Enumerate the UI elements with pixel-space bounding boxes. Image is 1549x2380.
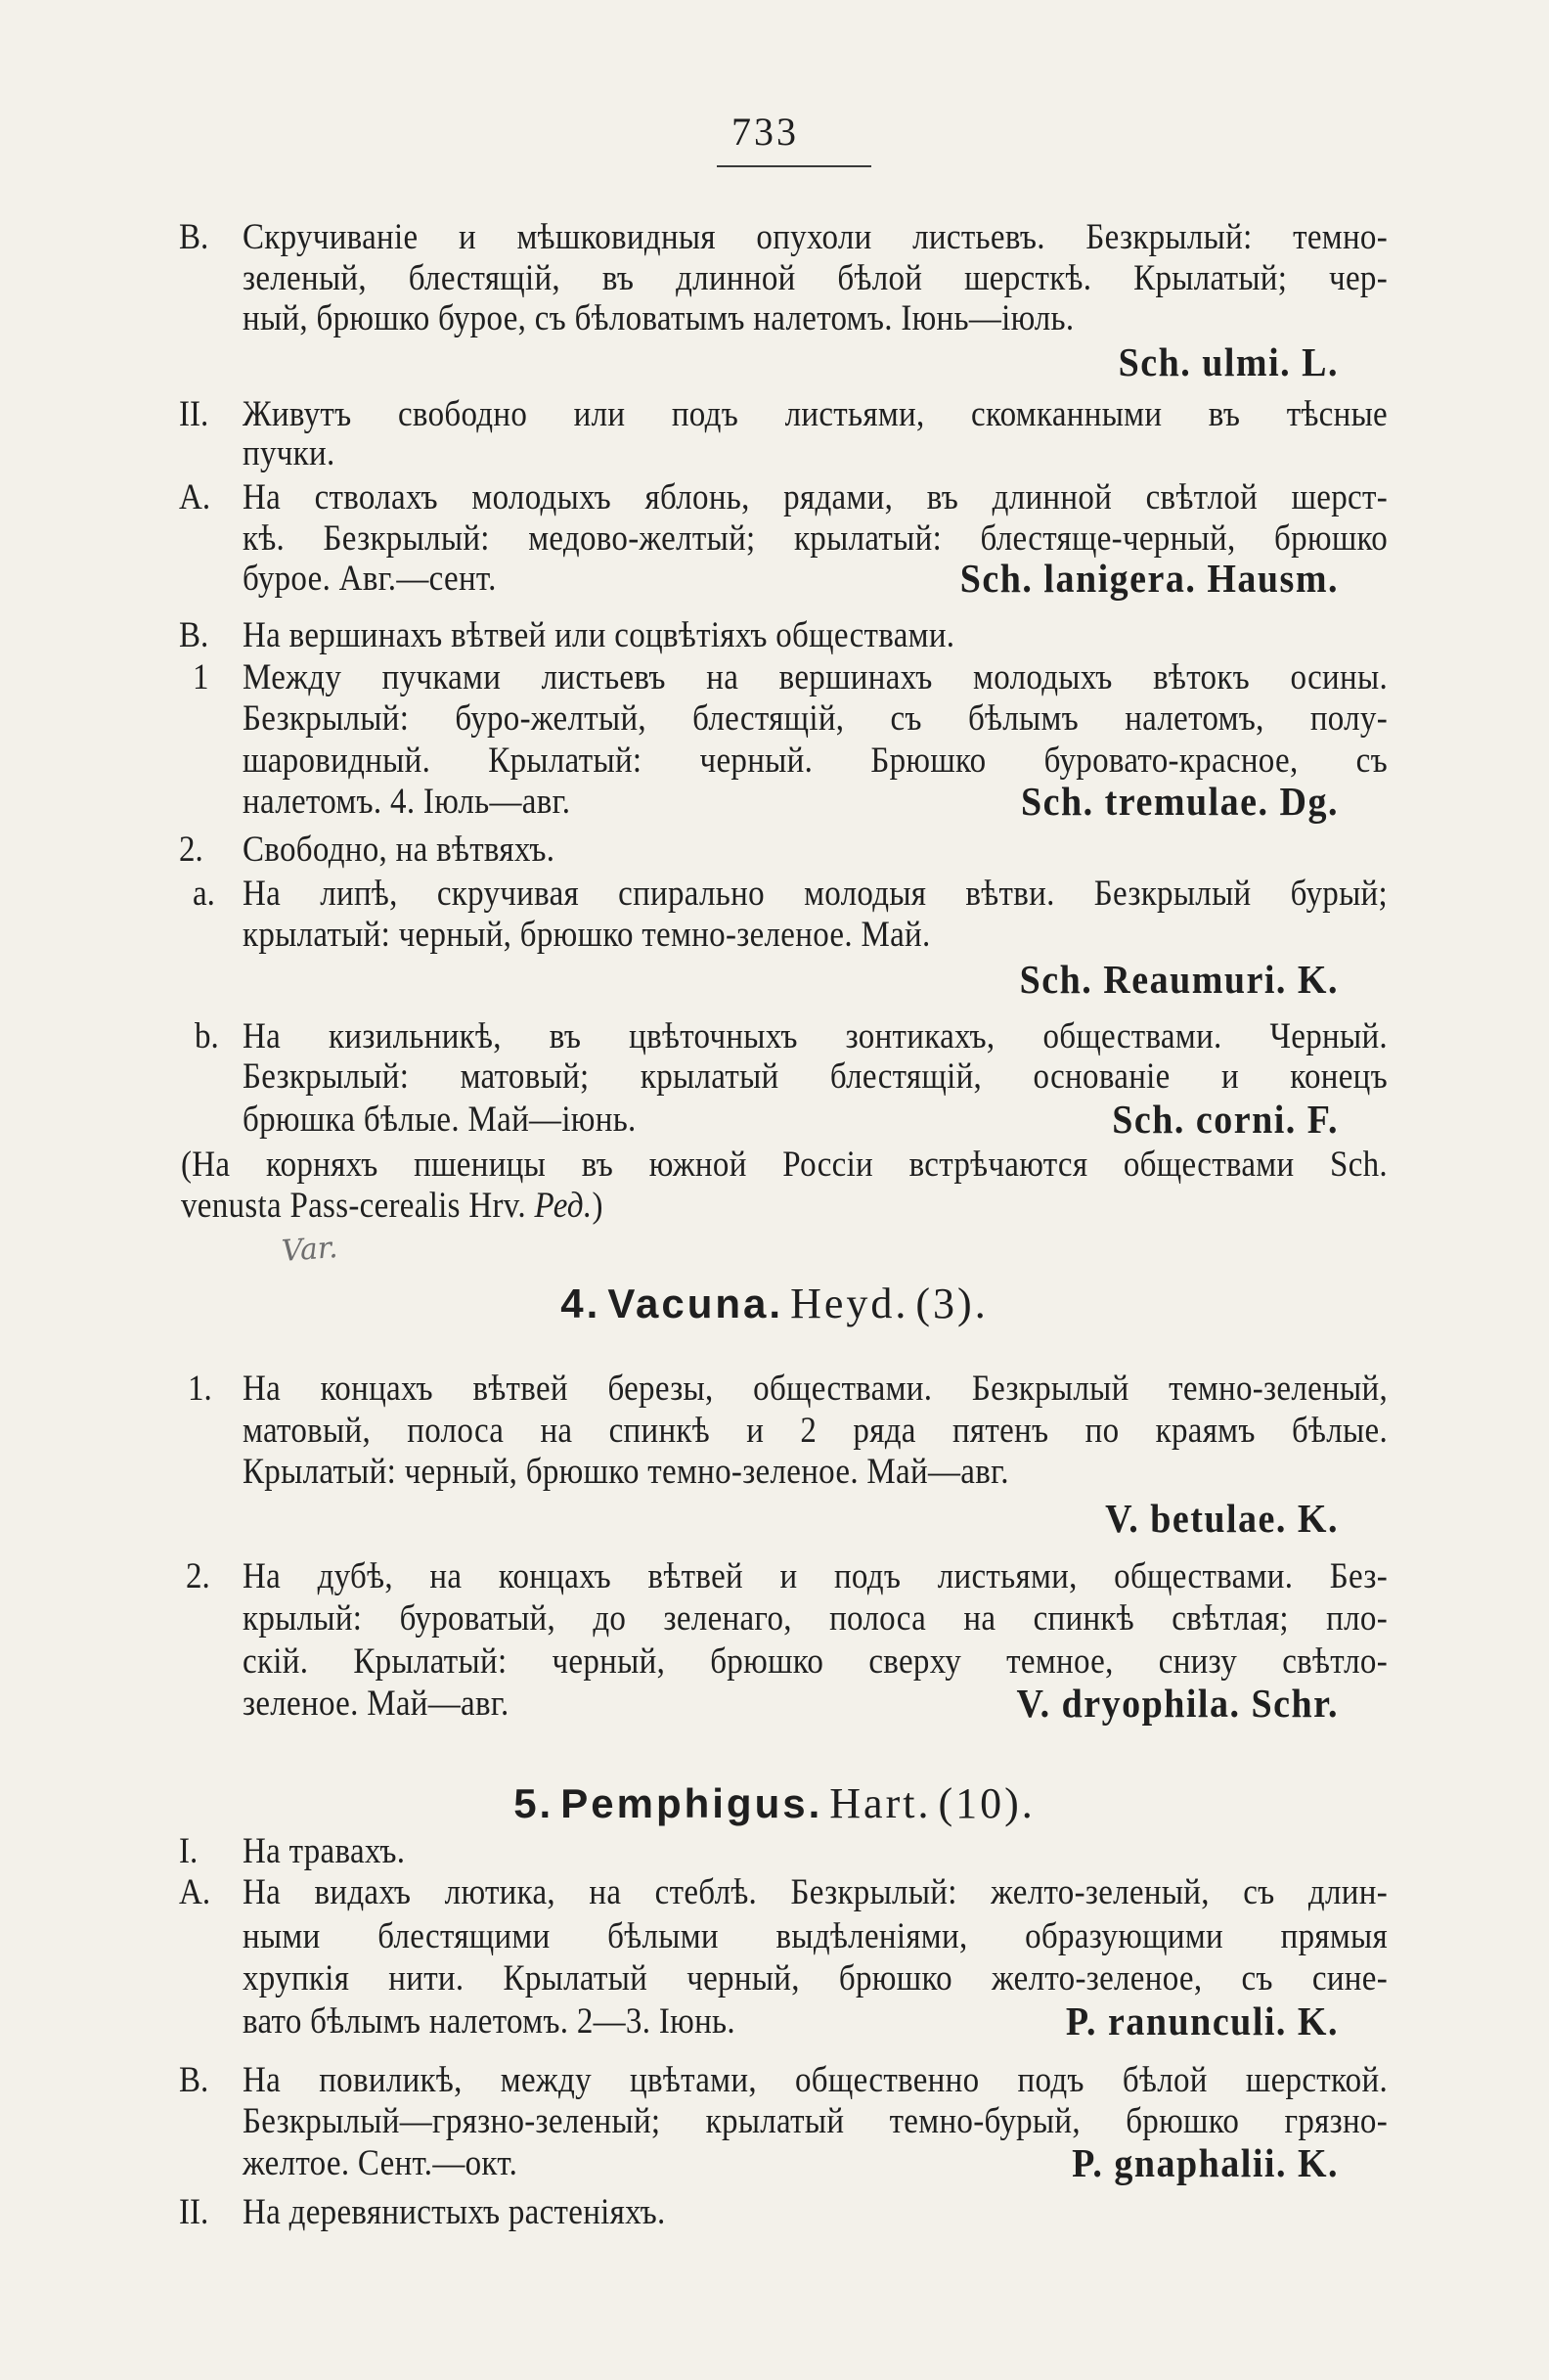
text-line: скій. Крылатый: черный, брюшко сверху темное, снизу свѣтло- <box>243 1641 1388 1683</box>
text-line: Свободно, на вѣтвяхъ. <box>243 830 555 871</box>
text-line: На концахъ вѣтвей березы, обществами. Безкрылый темно-зеленый, <box>243 1369 1388 1410</box>
text-line: На деревянистыхъ растеніяхъ. <box>243 2192 666 2233</box>
entry-label: II. <box>179 394 209 435</box>
species-name: P. ranunculi. K. <box>1065 1999 1339 2044</box>
entry-label: a. <box>193 874 215 915</box>
genus-heading <box>0 1280 1549 1338</box>
species-name: Sch. Reaumuri. K. <box>1019 958 1339 1003</box>
text-line: ный, брюшко бурое, съ бѣловатымъ налетомъ. Іюнь—іюль. <box>243 298 1075 339</box>
text-line: На кизильникѣ, въ цвѣточныхъ зонтикахъ, обществами. Черный. <box>243 1016 1388 1057</box>
text-line: Между пучками листьевъ на вершинахъ молодыхъ вѣтокъ осины. <box>243 657 1388 698</box>
text-line: Скручиваніе и мѣшковидныя опухоли листьевъ. Безкрылый: темно- <box>243 217 1388 258</box>
text-line: ными блестящими бѣлыми выдѣленіями, образующими прямыя <box>243 1916 1388 1957</box>
page-number: 733 <box>731 110 799 154</box>
text-line: бурое. Авг.—сент. <box>243 559 497 600</box>
text-line: вато бѣлымъ налетомъ. 2—3. Іюнь. <box>243 2001 735 2043</box>
text-line: Безкрылый: буро-желтый, блестящій, съ бѣлымъ налетомъ, полу- <box>243 698 1388 740</box>
text-line: зеленое. Май—авг. <box>243 1684 509 1725</box>
text-line: (На корняхъ пшеницы въ южной Россіи встрѣчаются обществами Sch. <box>181 1145 1388 1186</box>
text-line: На вершинахъ вѣтвей или соцвѣтіяхъ обществами. <box>243 615 955 656</box>
genus-number: 4. <box>560 1280 601 1326</box>
text-line: На липѣ, скручивая спирально молодыя вѣтви. Безкрылый бурый; <box>243 874 1388 915</box>
closing-parenthesis: ) <box>592 1186 603 1227</box>
genus-author: Heyd. <box>790 1280 909 1327</box>
species-name: Sch. ulmi. L. <box>1118 340 1339 385</box>
text-line: желтое. Сент.—окт. <box>243 2143 518 2184</box>
entry-label: I. <box>179 1831 199 1872</box>
entry-label: 1. <box>188 1369 212 1410</box>
species-count: (10). <box>938 1779 1036 1827</box>
genus-name: Pemphigus. <box>560 1780 823 1826</box>
text-line: брюшка бѣлые. Май—іюнь. <box>243 1100 637 1141</box>
entry-label: 2. <box>179 830 203 871</box>
text-line: кѣ. Безкрылый: медово-желтый; крылатый: блестяще-черный, брюшко <box>243 518 1388 560</box>
species-count: (3). <box>915 1280 989 1327</box>
text-line: На стволахъ молодыхъ яблонь, рядами, въ длинной свѣтлой шерст- <box>243 477 1388 518</box>
text-line: На травахъ. <box>243 1831 406 1872</box>
text-line: налетомъ. 4. Іюль—авг. <box>243 782 571 823</box>
genus-name: Vacuna. <box>607 1280 784 1326</box>
text-line: На дубѣ, на концахъ вѣтвей и подъ листьями, обществами. Без- <box>243 1556 1388 1597</box>
text-line: хрупкія нити. Крылатый черный, брюшко желто-зеленое, съ сине- <box>243 1958 1388 1999</box>
entry-label: b. <box>195 1016 219 1057</box>
page-number-rule <box>717 165 871 167</box>
species-name: V. dryophila. Schr. <box>1016 1682 1339 1727</box>
text-line: Безкрылый—грязно-зеленый; крылатый темно-бурый, брюшко грязно- <box>243 2101 1388 2142</box>
entry-label: B. <box>179 2060 209 2101</box>
species-name: Sch. tremulae. Dg. <box>1021 780 1339 825</box>
note-text: venusta Pass-cerealis Hrv. <box>181 1186 526 1227</box>
handwritten-annotation: Var. <box>280 1231 339 1269</box>
text-line: Безкрылый: матовый; крылатый блестящій, основаніе и конецъ <box>243 1056 1388 1098</box>
genus-author: Hart. <box>829 1779 932 1827</box>
entry-label: II. <box>179 2192 209 2233</box>
text-line: зеленый, блестящій, въ длинной бѣлой шерсткѣ. Крылатый; чер- <box>243 258 1388 299</box>
text-line: На повиликѣ, между цвѣтами, общественно подъ бѣлой шерсткой. <box>243 2060 1388 2101</box>
entry-label: 1 <box>193 657 209 698</box>
text-line <box>181 1183 1388 1229</box>
text-line: крылатый: черный, брюшко темно-зеленое. Май. <box>243 915 931 956</box>
text-line: матовый, полоса на спинкѣ и 2 ряда пятенъ по краямъ бѣлые. <box>243 1411 1388 1452</box>
species-name: Sch. lanigera. Hausm. <box>959 557 1339 602</box>
species-name: Sch. corni. F. <box>1112 1098 1339 1143</box>
entry-label: B. <box>179 217 209 258</box>
text-line: пучки. <box>243 433 335 474</box>
species-name: V. betulae. K. <box>1105 1497 1339 1542</box>
text-line: Живутъ свободно или подъ листьями, скомканными въ тѣсные <box>243 394 1388 435</box>
editor-mark: Ред. <box>534 1186 593 1227</box>
text-line: Крылатый: черный, брюшко темно-зеленое. Май—авг. <box>243 1452 1009 1493</box>
species-name: P. gnaphalii. K. <box>1072 2141 1339 2186</box>
text-line: На видахъ лютика, на стеблѣ. Безкрылый: желто-зеленый, съ длин- <box>243 1872 1388 1913</box>
entry-label: A. <box>179 477 211 518</box>
entry-label: B. <box>179 615 209 656</box>
entry-label: 2. <box>186 1556 210 1597</box>
text-line: шаровидный. Крылатый: черный. Брюшко буровато-красное, съ <box>243 741 1388 782</box>
entry-label: A. <box>179 1872 211 1913</box>
text-line: крылый: буроватый, до зеленаго, полоса на спинкѣ свѣтлая; пло- <box>243 1598 1388 1639</box>
genus-number: 5. <box>513 1780 554 1826</box>
